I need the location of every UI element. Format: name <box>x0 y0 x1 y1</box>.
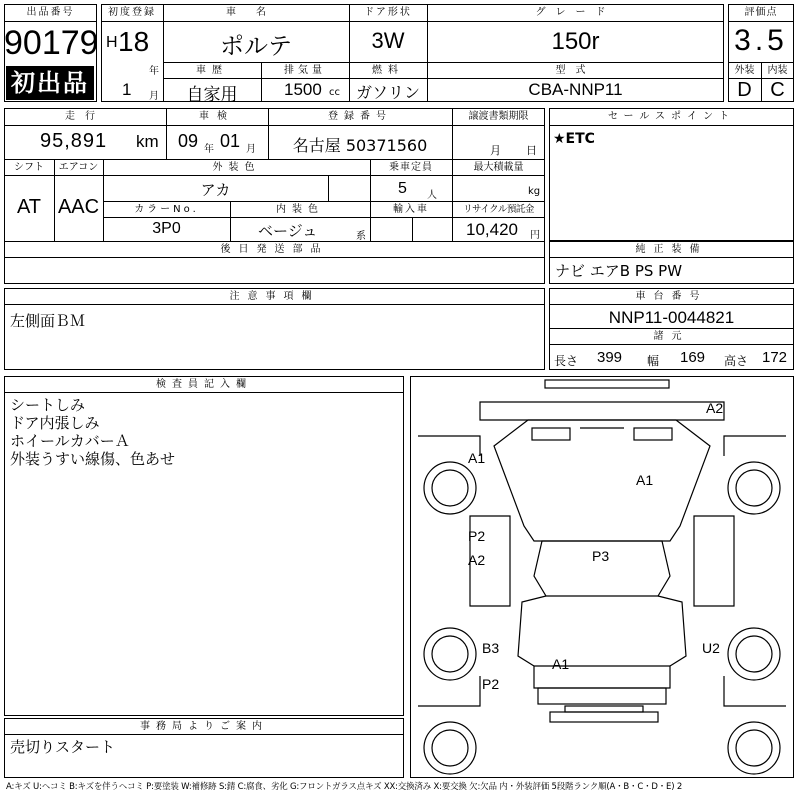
ext-color: アカ <box>200 181 231 199</box>
sales-point-text: ★ETC <box>553 131 595 147</box>
inspection-month-unit: 月 <box>246 144 256 155</box>
model: CBA-NNP11 <box>528 80 623 99</box>
load-label: 最大積載量 <box>473 162 524 173</box>
import-label: 輸入車 <box>393 204 429 215</box>
recycle-amount: 10,420 <box>466 220 518 239</box>
office-label: 事務局よりご案内 <box>140 721 268 732</box>
shift-label: シフト <box>14 162 44 173</box>
mark-a1-roof: A1 <box>636 472 654 488</box>
int-color-unit: 系 <box>356 231 366 242</box>
displacement-unit: cc <box>329 87 340 98</box>
mark-a1-rear: A1 <box>552 656 570 672</box>
recycle-label: リサイクル預託金 <box>463 204 534 215</box>
mileage-label: 走行 <box>65 111 105 122</box>
mark-p2-door: P2 <box>468 528 486 544</box>
transfer-month-unit: 月 <box>490 144 501 157</box>
load-unit: kg <box>528 186 541 197</box>
color-no: 3P0 <box>152 220 181 237</box>
mark-a1-front-left: A1 <box>468 450 486 466</box>
genuine-equipment: ナビ エアB PS PW <box>555 262 683 280</box>
mark-p2-rear: P2 <box>482 676 500 692</box>
capacity-unit: 人 <box>427 190 437 201</box>
inspection-month: 01 <box>220 131 241 151</box>
chassis-number: NNP11-0044821 <box>608 308 735 327</box>
car-name-label: 車名 <box>226 7 286 18</box>
inspector-line-1: シートしみ <box>10 396 86 414</box>
inspector-label: 検査員記入欄 <box>156 379 252 390</box>
length: 399 <box>597 349 623 366</box>
recycle-unit: 円 <box>530 230 540 241</box>
later-parts-label: 後日発送部品 <box>220 244 329 255</box>
capacity-label: 乗車定員 <box>389 162 433 173</box>
width: 169 <box>680 349 706 366</box>
lot-number-label: 出品番号 <box>26 7 75 18</box>
ac-label: エアコン <box>58 162 99 173</box>
int-color-label: 内装色 <box>276 204 324 215</box>
first-reg-era: H <box>106 34 118 51</box>
reg-no-label: 登録番号 <box>328 111 392 122</box>
interior-grade: C <box>770 79 785 101</box>
car-diagram <box>410 376 794 778</box>
mark-u2-rear: U2 <box>702 640 720 656</box>
mileage: 95,891 <box>40 130 108 152</box>
lot-number: 90179 <box>4 24 99 62</box>
inspection-label: 車検 <box>199 111 235 122</box>
door-label: ドア形状 <box>364 7 412 18</box>
grade-label: グレード <box>535 7 616 18</box>
exterior-label: 外装 <box>734 65 755 76</box>
first-reg-year: 18 <box>118 26 150 57</box>
mark-a2-top: A2 <box>706 400 724 416</box>
height-label: 高さ <box>724 354 749 368</box>
chassis-label: 車台番号 <box>635 291 708 302</box>
interior-label: 内装 <box>767 65 788 76</box>
office-text: 売切りスタート <box>10 738 116 756</box>
legend: A:キズ U:ヘコミ B:キズを伴うヘコミ P:要塗装 W:補修跡 S:錆 C:腐食、劣化 G:フロントガラス点キズ XX:交換済み X:要交換 欠:欠品 内・外装評価 5段階ランク順(A・B・C・D・E) 2 <box>6 782 683 792</box>
notes-label: 注意事項欄 <box>229 291 320 302</box>
color-no-label: カラーNo. <box>134 204 199 215</box>
fuel-label: 燃料 <box>372 65 404 76</box>
length-label: 長さ <box>554 354 579 368</box>
first-reg-label: 初度登録 <box>108 7 156 18</box>
dims-label: 諸元 <box>653 331 690 342</box>
inspection-year-unit: 年 <box>204 144 214 155</box>
sales-point-label: セールスポイント <box>607 111 736 122</box>
fuel: ガソリン <box>355 83 420 102</box>
first-reg-month-unit: 月 <box>149 91 159 102</box>
sales-point-box <box>549 108 794 241</box>
score-label: 評価点 <box>744 7 778 18</box>
ext-color-label: 外装色 <box>212 162 261 173</box>
mark-a2-door: A2 <box>468 552 486 568</box>
transfer-day-unit: 日 <box>526 144 537 157</box>
int-color: ベージュ <box>258 222 318 240</box>
exterior-grade: D <box>737 79 752 101</box>
displacement-label: 排気量 <box>284 65 326 76</box>
inspector-line-2: ドア内張しみ <box>10 414 100 432</box>
history: 自家用 <box>186 85 238 105</box>
mark-p3-roof: P3 <box>592 548 610 564</box>
mileage-unit: km <box>136 132 159 151</box>
grade: 150r <box>551 28 600 55</box>
height: 172 <box>762 349 788 366</box>
inspector-line-4: 外装うすい線傷、色あせ <box>10 450 176 468</box>
displacement: 1500 <box>284 80 322 99</box>
mark-b3-rear: B3 <box>482 640 500 656</box>
first-reg-year-unit: 年 <box>149 66 159 77</box>
transfer-doc-label: 譲渡書類期限 <box>468 111 529 122</box>
history-label: 車歴 <box>196 65 228 76</box>
genuine-equipment-label: 純正装備 <box>635 244 708 255</box>
width-label: 幅 <box>647 354 660 368</box>
ac: AAC <box>57 196 100 218</box>
car-name: ポルテ <box>220 32 292 60</box>
score: 3.5 <box>734 24 788 57</box>
reg-no: 名古屋 50371560 <box>292 136 428 155</box>
inspector-line-3: ホイールカバーＡ <box>10 432 130 450</box>
capacity: 5 <box>398 180 407 197</box>
inspection-year: 09 <box>178 131 199 151</box>
shift: AT <box>16 196 42 218</box>
model-label: 型式 <box>555 65 596 76</box>
first-reg-month: 1 <box>122 80 132 99</box>
door-type: 3W <box>371 28 405 53</box>
notes-text: 左側面ＢＭ <box>10 312 86 330</box>
first-listing-text: 初出品 <box>11 69 89 97</box>
